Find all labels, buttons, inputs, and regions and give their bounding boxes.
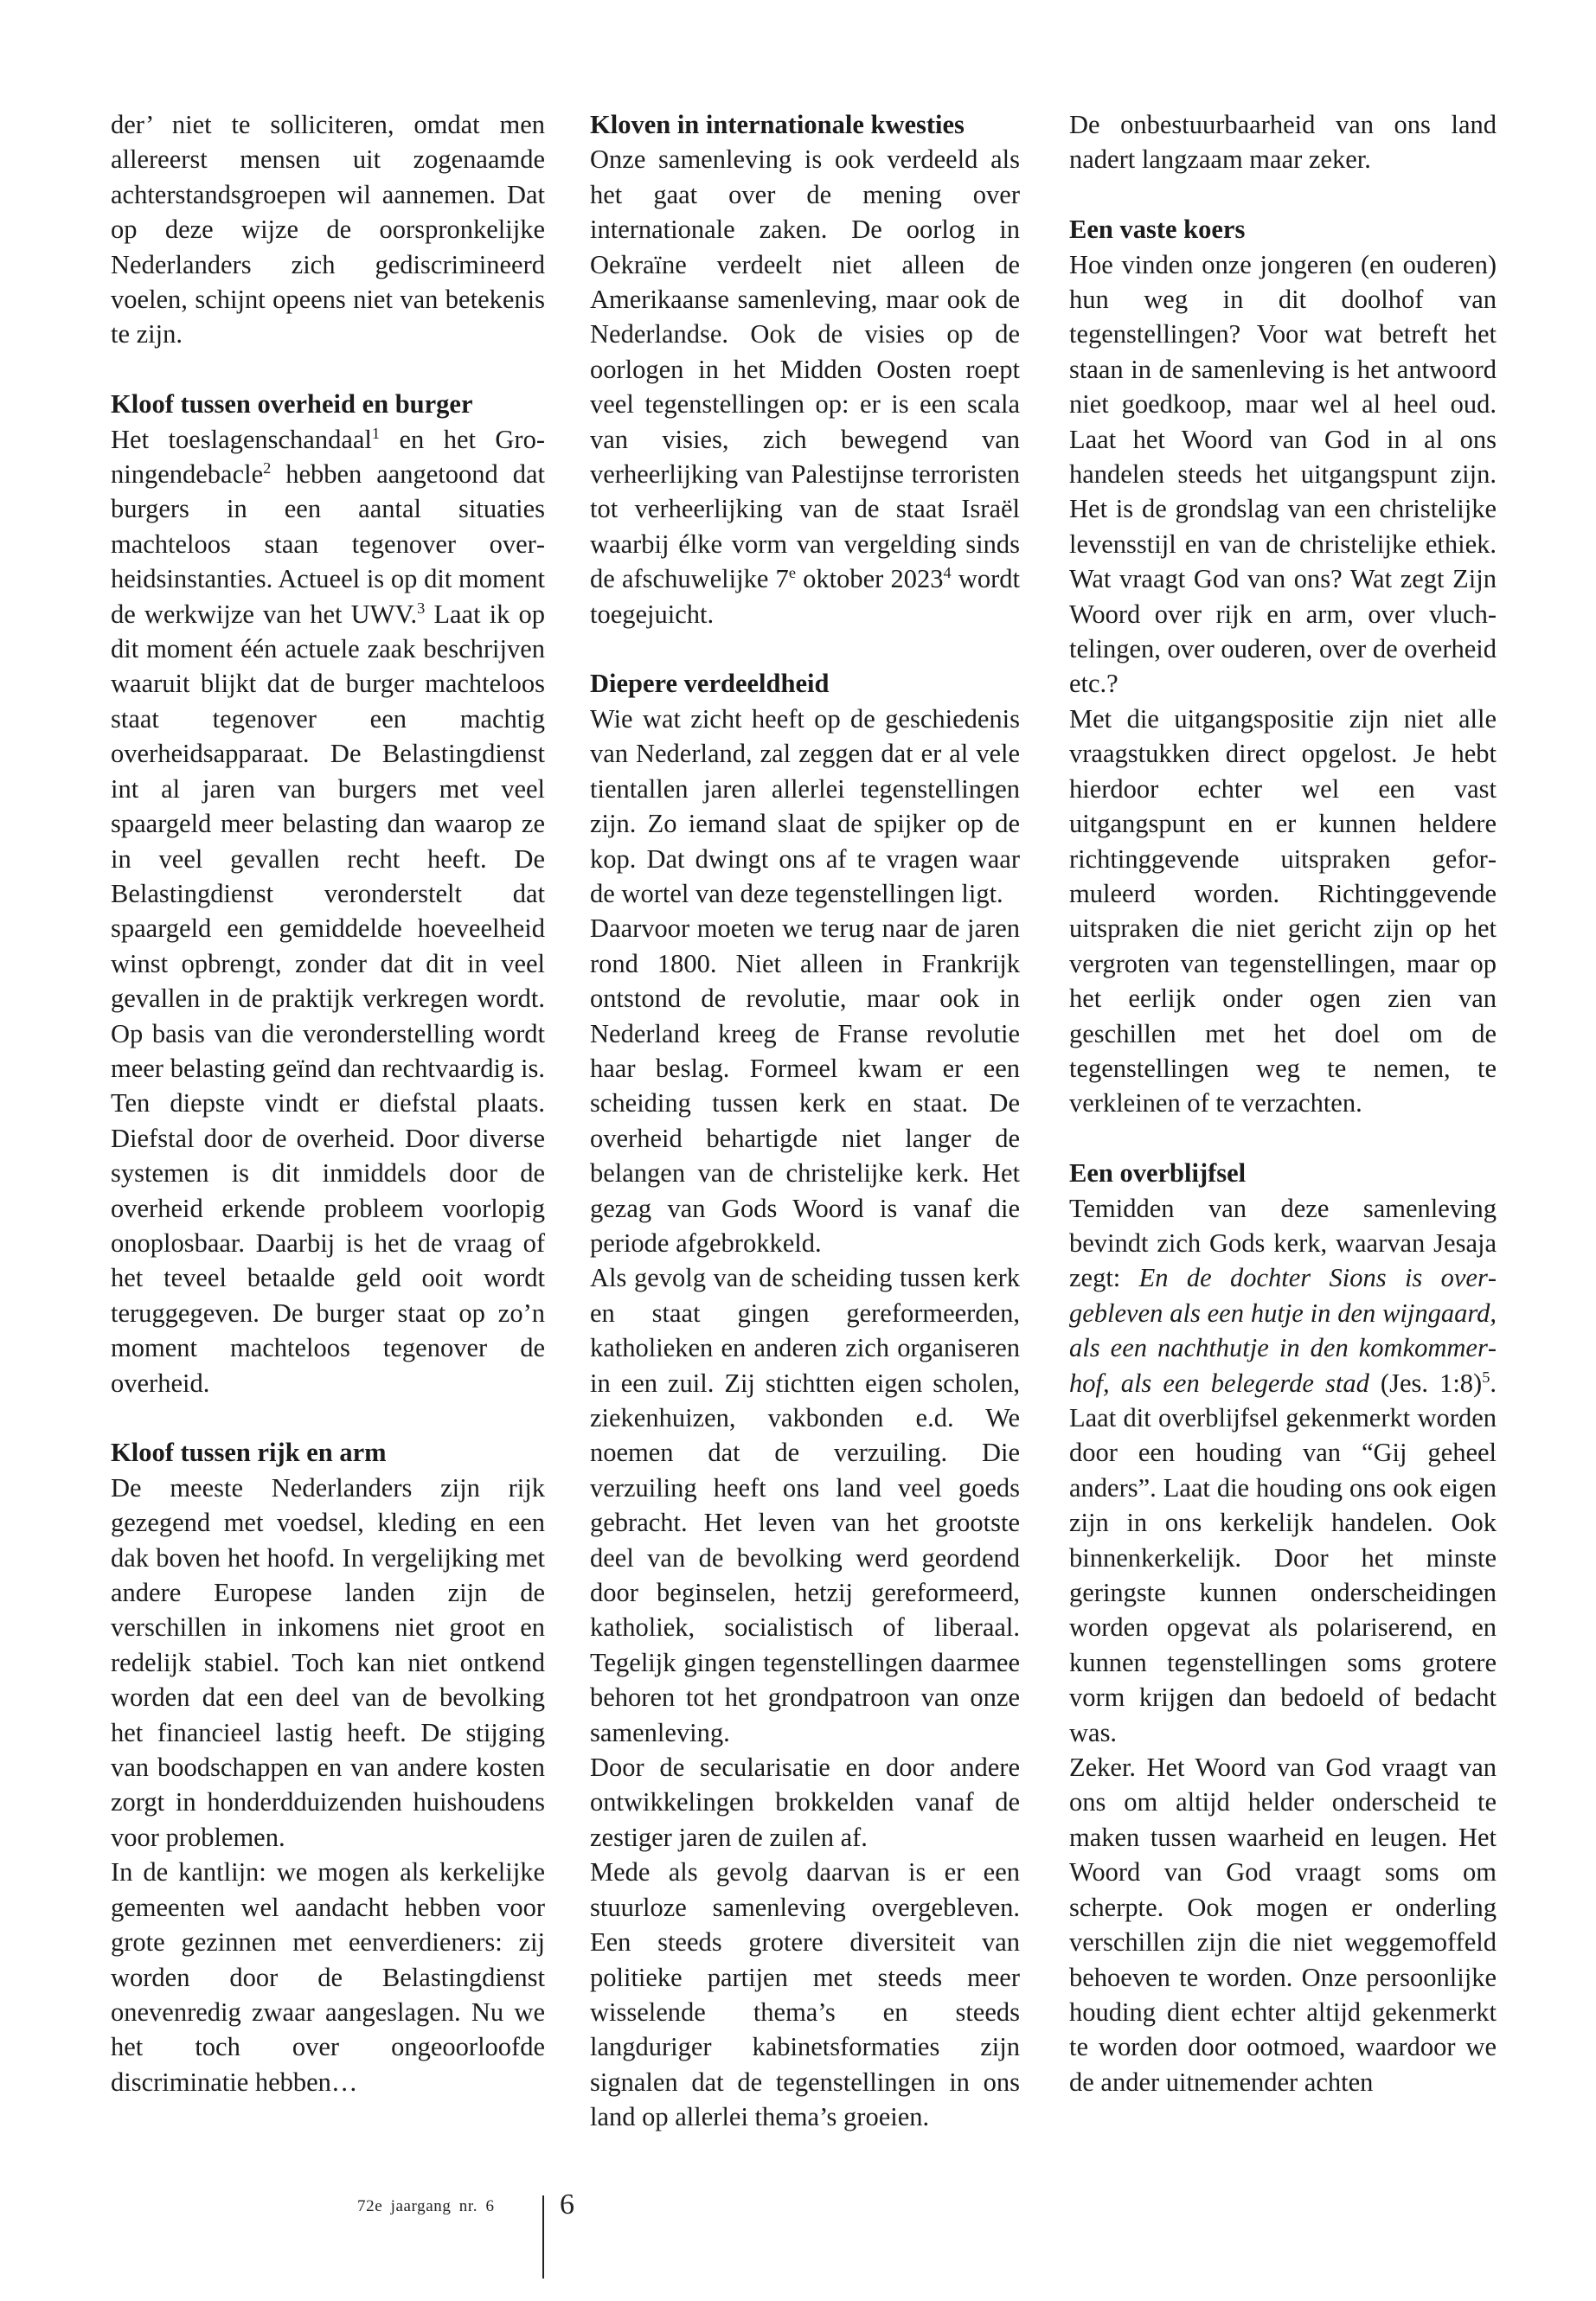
journal-issue-label: 72e jaargang nr. 6 <box>357 2197 495 2215</box>
spacer <box>111 352 545 387</box>
text: wordt toegejuicht. <box>590 564 1020 629</box>
paragraph <box>111 422 545 1400</box>
paragraph: Hoe vinden onze jongeren (en ouderen) hun weg in dit doolhof van tegenstellingen? Voor wat betreft het staan in de samenleving is het antwoord niet goedkoop, maar wel al heel oud. Laat het Woord van God in al ons handelen steeds het uitgangspunt zijn. Het is de grondslag van een christelijke levensstijl en van de christelijke ethiek. Wat vraagt God van ons? Wat zegt Zijn Woord over rijk en arm, over vluchtelingen, over ouderen, over de overheid etc.? <box>1069 249 1497 699</box>
footnote-ref-2: 2 <box>263 458 272 477</box>
spacer <box>590 631 1020 666</box>
paragraph: De meeste Nederlanders zijn rijk gezegend met voedsel, kleding en een dak boven het hoofd. In vergelijking met andere Europese landen zijn de verschillen in inkomens niet groot en redelijk stabiel. Toch kan niet ontkend worden dat een deel van de bevolking het financieel lastig heeft. De stijging van boodschappen en van andere kosten zorgt in honderdduizenden huishoudens voor problemen. <box>111 1472 545 1852</box>
footnote-ref-3: 3 <box>417 599 426 617</box>
column-3 <box>1069 107 1497 2099</box>
paragraph: Zeker. Het Woord van God vraagt van ons om altijd helder onderscheid te maken tussen waarheid en leugen. Het Woord van God vraagt soms om scherpte. Ook mogen er onderling verschillen zijn die niet weggemoffeld behoeven te worden. Onze persoonlijke houding dient echter altijd gekenmerkt te worden door ootmoed, waardoor we de ander uitnemender achten <box>1069 1753 1497 2097</box>
paragraph: Mede als gevolg daarvan is er een stuurloze samenleving overgebleven. Een steeds grotere diversiteit van politieke partijen met steeds meer wisselende thema’s en steeds langduriger kabinetsformaties zijn signalen dat de tegenstellingen in ons land op allerlei thema’s groeien. <box>590 1857 1020 2132</box>
section-heading-overheid-burger: Kloof tussen overheid en burger <box>111 389 473 420</box>
section-heading-rijk-arm: Kloof tussen rijk en arm <box>111 1438 387 1468</box>
text: Temidden van deze samenleving bevindt zich Gods kerk, waarvan Jesaja zegt: <box>1069 1193 1497 1293</box>
text: hebben aangetoond dat burgers in een aantal situaties machteloos staan tegenover overheidsinstanties. Actueel is op dit moment de werkwijze van het UWV. <box>111 459 545 629</box>
spacer <box>1069 177 1497 212</box>
section-heading-overblijfsel: Een overblijfsel <box>1069 1158 1247 1189</box>
paragraph: Als gevolg van de scheiding tussen kerk en staat gingen gereformeerden, katholieken en anderen zich organiseren in een zuil. Zij stichtten eigen scholen, ziekenhuizen, vakbonden e.d. We noemen dat de verzuiling. Die verzuiling heeft ons land veel goeds gebracht. Het leven van het grootste deel van de bevolking werd geordend door beginselen, hetzij gereformeerd, katholiek, socialistisch of liberaal. Tegelijk gingen tegenstellingen daarmee behoren tot het grondpatroon van onze samenleving. <box>590 1263 1020 1747</box>
spacer <box>1069 1121 1497 1156</box>
section-heading-internationale-kwesties: Kloven in internationale kwesties <box>590 110 965 139</box>
paragraph: Wie wat zicht heeft op de geschiedenis van Nederland, zal zeggen dat er al vele tientallen jaren allerlei tegenstellingen zijn. Zo iemand slaat de spijker op de kop. Dat dwingt ons af te vragen waar de wortel van deze tegenstellingen ligt. <box>590 703 1020 908</box>
text: Het toeslagenschandaal <box>111 424 372 454</box>
bible-quote: En de dochter Sions is overgebleven als een hutje in den wijngaard, als een nachthutje in den komkommerhof, als een belegerde stad <box>1069 1263 1497 1398</box>
section-heading-diepere-verdeeldheid: Diepere verdeeldheid <box>590 669 830 699</box>
paragraph <box>590 142 1020 631</box>
footnote-ref-5: 5 <box>1482 1368 1490 1386</box>
column-1 <box>111 107 545 2099</box>
text: (Jes. 1:8) <box>1368 1368 1483 1398</box>
footnote-ref-4: 4 <box>943 564 952 582</box>
text: Onze samenleving is ook verdeeld als het gaat over de mening over internationale zaken. De oorlog in Oekraïne verdeelt niet alleen de Amerikaanse samenleving, maar ook de Nederlandse. Ook de visies op de oorlogen in het Midden Oosten roept veel tegenstellingen op: er is een scala van visies, zich bewegend van verheerlijking van Palestijnse terroristen tot verheerlijking van de staat Israël waarbij élke vorm van vergelding sinds de afschuwelijke 7 <box>590 144 1020 594</box>
footer-divider <box>542 2195 544 2279</box>
spacer <box>111 1400 545 1435</box>
page-number: 6 <box>560 2189 574 2221</box>
paragraph <box>1069 1191 1497 1751</box>
column-2 <box>590 107 1020 2135</box>
text: en het Groningendebacle <box>111 424 546 490</box>
paragraph: Door de secularisatie en door andere ontwikkelingen brokkelden vanaf de zestiger jaren de zuilen af. <box>590 1753 1020 1852</box>
paragraph: Met die uitgangspositie zijn niet alle vraagstukken direct opgelost. Je hebt hierdoor echter wel een vast uitgangspunt en er kunnen heldere richtinggevende uitspraken geformuleerd worden. Richtinggevende uitspraken die niet gericht zijn op het vergroten van tegenstellingen, maar op het eerlijk onder ogen zien van geschillen met het doel om de tegenstellingen weg te nemen, te verkleinen of te verzachten. <box>1069 703 1497 1118</box>
text: oktober 2023 <box>795 564 944 594</box>
paragraph: der’ niet te solliciteren, omdat men allereerst mensen uit zogenaamde achterstandsgroepen wil aannemen. Dat op deze wijze de oorspronkelijke Nederlanders zich gediscrimineerd voelen, schijnt opeens niet van betekenis te zijn. <box>111 110 545 349</box>
paragraph: Daarvoor moeten we terug naar de jaren rond 1800. Niet alleen in Frankrijk ontstond de revolutie, maar ook in Nederland kreeg de Franse revolutie haar beslag. Formeel kwam er een scheiding tussen kerk en staat. De overheid behartigde niet langer de belangen van de christelijke kerk. Het gezag van Gods Woord is vanaf die periode afgebrokkeld. <box>590 913 1020 1258</box>
superscript-e: e <box>788 564 796 582</box>
paragraph: In de kantlijn: we mogen als kerkelijke gemeenten wel aandacht hebben voor grote gezinnen met eenverdieners: zij worden door de Belastingdienst onevenredig zwaar aangeslagen. Nu we het toch over ongeoorloofde discriminatie hebben… <box>111 1857 545 2097</box>
text: . Laat dit overblijfsel gekenmerkt worden door een houding van “Gij geheel anders”. Laat die houding ons ook eigen zijn in ons kerkelijk handelen. Ook binnenkerkelijk. Door het minste geringste kunnen onderscheidingen worden opgevat als polariserend, en kunnen tegenstellingen soms grotere vorm krijgen dan bedoeld of bedacht was. <box>1069 1368 1497 1747</box>
text: Laat ik op dit moment één actuele zaak beschrijven waaruit blijkt dat de burger machteloos staat tegenover een machtig overheidsapparaat. De Belastingdienst int al jaren van burgers met veel spaargeld meer belasting dan waarop ze in veel gevallen recht heeft. De Belastingdienst veronderstelt dat spaargeld een gemiddelde hoeveelheid winst opbrengt, zonder dat dit in veel gevallen in de praktijk verkregen wordt. Op basis van die veronderstelling wordt meer belasting geïnd dan rechtvaardig is. Ten diepste vindt er diefstal plaats. Diefstal door de overheid. Door diverse systemen is dit inmiddels door de overheid erkende probleem voorlopig onoplosbaar. Daarbij is het de vraag of het teveel betaalde geld ooit wordt teruggegeven. De burger staat op zo’n moment machteloos tegenover de overheid. <box>111 599 546 1398</box>
section-heading-vaste-koers: Een vaste koers <box>1069 215 1246 245</box>
footnote-ref-1: 1 <box>371 424 381 442</box>
paragraph: De onbestuurbaarheid van ons land nadert langzaam maar zeker. <box>1069 110 1497 175</box>
